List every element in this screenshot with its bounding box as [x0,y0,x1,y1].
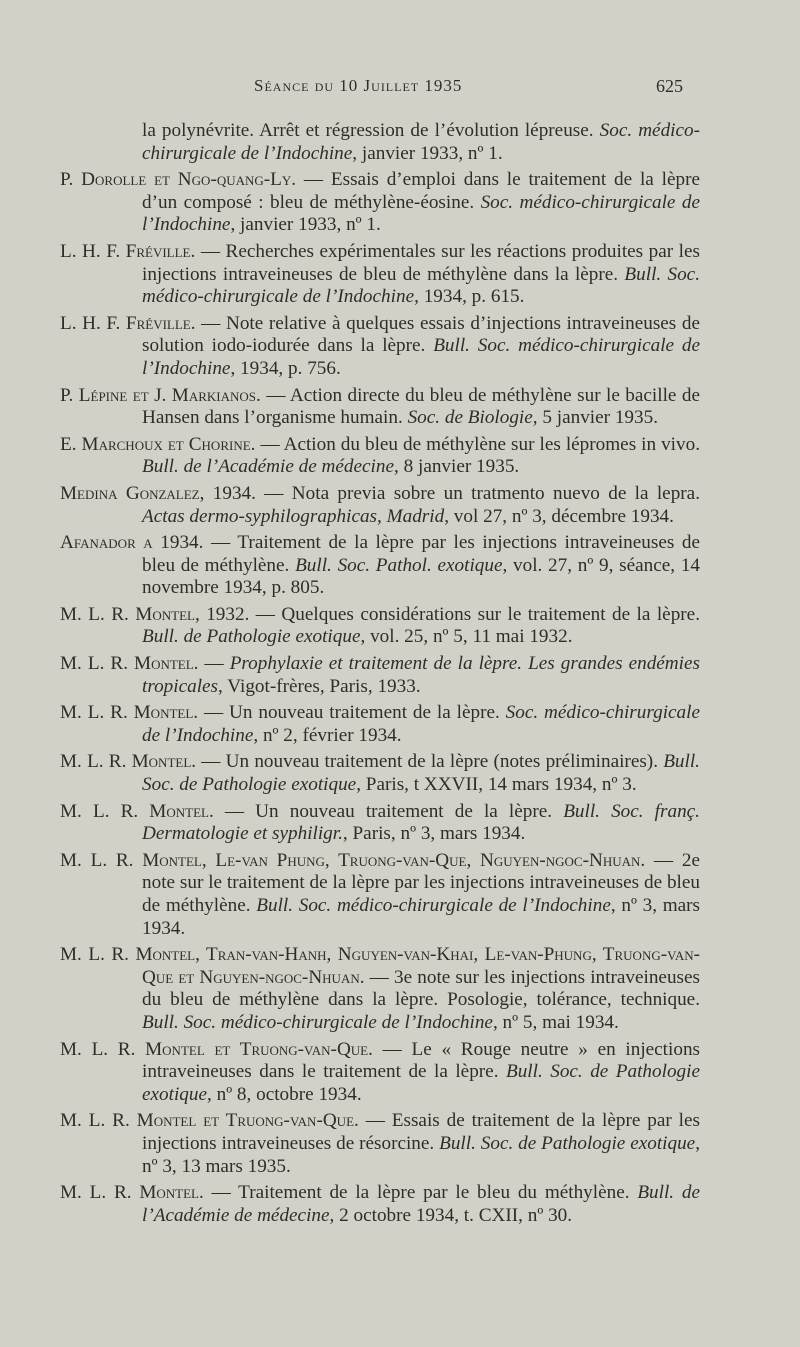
entry-author: M. L. R. Montel et Truong-van-Que. [60,1038,373,1060]
entry-journal: Bull. Soc. médico-chirurgicale de l’Indochine [142,335,700,379]
bibliography-entry [60,1110,700,1178]
entry-details: , 2 octobre 1934, t. CXII, nº 30. [329,1204,573,1226]
entry-author: M. L. R. Montel. [60,653,199,675]
bibliography-entry [60,532,700,600]
entry-author: L. H. F. Fréville. [60,312,196,334]
entry-details: , 8 janvier 1935. [394,456,520,478]
entry-details: , nº 8, octobre 1934. [207,1083,362,1105]
page-number: 625 [656,76,683,96]
entry-author: M. L. R. Montel, Le-van Phung, Truong-van-Que, Nguyen-ngoc-Nhuan. [60,849,646,871]
bibliography-entry [60,944,700,1034]
entry-journal: Bull. Soc. de Pathologie exotique [142,751,700,796]
entry-text: — Essais d’emploi dans le traitement de la lèpre d’un composé : bleu de méthylène-éosine. [142,169,700,213]
entry-text: — Note relative à quelques essais d’injections intraveineuses de solution iodo-iodurée dans la lèpre. [142,312,700,357]
entry-author: P. Lépine et J. Markianos. [60,384,261,406]
bibliography-entry [60,604,700,649]
entry-details: , nº 3, 13 mars 1935. [142,1132,700,1177]
entry-details: , Vigot-frères, Paris, 1933. [218,675,421,697]
entry-text: — Un nouveau traitement de la lèpre. [213,800,564,822]
entry-author: M. L. R. Montel. [60,751,197,773]
entry-journal: Bull. Soc. Pathol. exotique [295,554,503,576]
entry-author: M. L. R. Montel. [60,702,199,724]
bibliography-entry [60,751,700,796]
bibliography-entry [60,653,700,698]
entry-text: — 3e note sur les injections intraveineuses du bleu de méthylène dans la lèpre. Posologie, tolérance, technique. [142,966,700,1011]
entry-text: — Un nouveau traitement de la lèpre (notes préliminaires). [196,751,664,773]
bibliography-list [60,120,700,1231]
entry-text: — Essais de traitement de la lèpre par les injections intraveineuses de résorcine. [142,1110,700,1154]
entry-details: , nº 2, février 1934. [253,724,402,746]
entry-journal: Soc. médico-chirurgicale de l’Indochine [142,191,700,236]
bibliography-entry [60,434,700,479]
entry-details: , vol 27, nº 3, décembre 1934. [444,505,674,527]
bibliography-entry [60,313,700,381]
entry-text: — Action directe du bleu de méthylène sur le bacille de Hansen dans l’organisme humain. [142,384,700,429]
entry-details: , 1934, p. 615. [414,286,525,308]
entry-journal: Bull. Soc. médico-chirurgicale de l’Indochine [142,263,700,308]
entry-text: — Le « Rouge neutre » en injections intraveineuses dans le traitement de la lèpre. [142,1038,701,1083]
entry-journal: Bull. de Pathologie exotique [142,626,361,648]
entry-journal: Bull. Soc. médico-chirurgicale de l’Indochine [142,1011,493,1033]
entry-journal: Bull. Soc. médico-chirurgicale de l’Indochine [256,895,611,916]
running-header [0,76,800,106]
entry-author: M. L. R. Montel. [60,800,214,822]
entry-author: P. Dorolle et Ngo-quang-Ly. [60,169,297,191]
header-title: Séance du 10 Juillet 1935 [254,76,463,95]
entry-text: 1934. — Nota previa sobre un tratmento nuevo de la lepra. [204,482,700,504]
entry-text: 1932. — Quelques considérations sur le traitement de la lèpre. [199,603,700,625]
bibliography-entry [60,241,700,309]
entry-journal: Bull. Soc. de Pathologie exotique [142,1061,700,1105]
entry-details: , vol. 27, nº 9, séance, 14 novembre 1934, p. 805. [142,554,701,599]
entry-journal: Soc. médico-chirurgicale de l’Indochine [142,702,700,746]
entry-details: , 1934, p. 756. [230,357,341,379]
entry-details: , nº 5, mai 1934. [492,1011,619,1033]
bibliography-entry [60,385,700,430]
entry-details: , nº 3, mars 1934. [142,895,701,939]
bibliography-entry [60,850,700,940]
entry-author: M. L. R. Montel, Tran-van-Hanh, Nguyen-van-Khai, Le-van-Phung, Truong-van-Que et Nguyen-ngoc-Nhuan. [60,944,700,988]
entry-author: L. H. F. Fréville. [60,240,196,262]
entry-details: , vol. 25, nº 5, 11 mai 1932. [360,626,573,648]
bibliography-entry [60,169,700,237]
entry-text: — Un nouveau traitement de la lèpre. [198,702,506,724]
entry-text: — [198,653,230,675]
entry-text: la polynévrite. Arrêt et régression de l’évolution lépreuse. [142,120,600,141]
entry-text: — Traitement de la lèpre par le bleu du méthylène. [203,1182,638,1204]
entry-details: , janvier 1933, nº 1. [352,142,503,164]
entry-journal: Soc. de Biologie [407,407,533,429]
entry-details: , Paris, nº 3, mars 1934. [342,823,526,845]
bibliography-entry [60,1039,700,1107]
bibliography-entry [60,1182,700,1227]
entry-journal: Soc. médico-chirurgicale de l’Indochine [142,120,700,164]
entry-journal: Bull. Soc. franç. Dermatologie et syphiligr. [142,800,700,845]
bibliography-entry [60,801,700,846]
entry-text: 1934. — Traitement de la lèpre par les injections intraveineuses de bleu de méthylène. [142,532,700,576]
entry-author: M. L. R. Montel et Truong-van-Que. [60,1110,359,1132]
entry-author: Afanador a [60,532,153,554]
entry-journal: Bull. de l’Académie de médecine [142,1182,700,1226]
entry-journal: Prophylaxie et traitement de la lèpre. Les grandes endémies tropicales [142,653,700,697]
entry-author: E. Marchoux et Chorine. [60,433,256,455]
entry-details: , Paris, t XXVII, 14 mars 1934, nº 3. [356,774,637,796]
entry-author: M. L. R. Montel, [60,603,200,625]
entry-text: — Action du bleu de méthylène sur les lépromes in vivo. [255,433,700,455]
bibliography-entry [60,483,700,528]
entry-details: , janvier 1933, nº 1. [230,214,381,236]
entry-text: — Recherches expérimentales sur les réactions produites par les injections intraveineuses de bleu de méthylène dans la lèpre. [142,240,700,285]
bibliography-entry [60,702,700,747]
entry-author: Medina Gonzalez, [60,482,205,504]
entry-details: , 5 janvier 1935. [532,407,659,429]
entry-journal: Bull. Soc. de Pathologie exotique [439,1132,696,1154]
entry-text: — 2e note sur le traitement de la lèpre par les injections intraveineuses de bleu de méthylène. [142,849,700,916]
entry-author: M. L. R. Montel. [60,1182,204,1204]
entry-journal: Bull. de l’Académie de médecine [142,456,394,478]
entry-journal: Actas dermo-syphilographicas, Madrid [142,505,445,527]
bibliography-entry [60,120,700,165]
